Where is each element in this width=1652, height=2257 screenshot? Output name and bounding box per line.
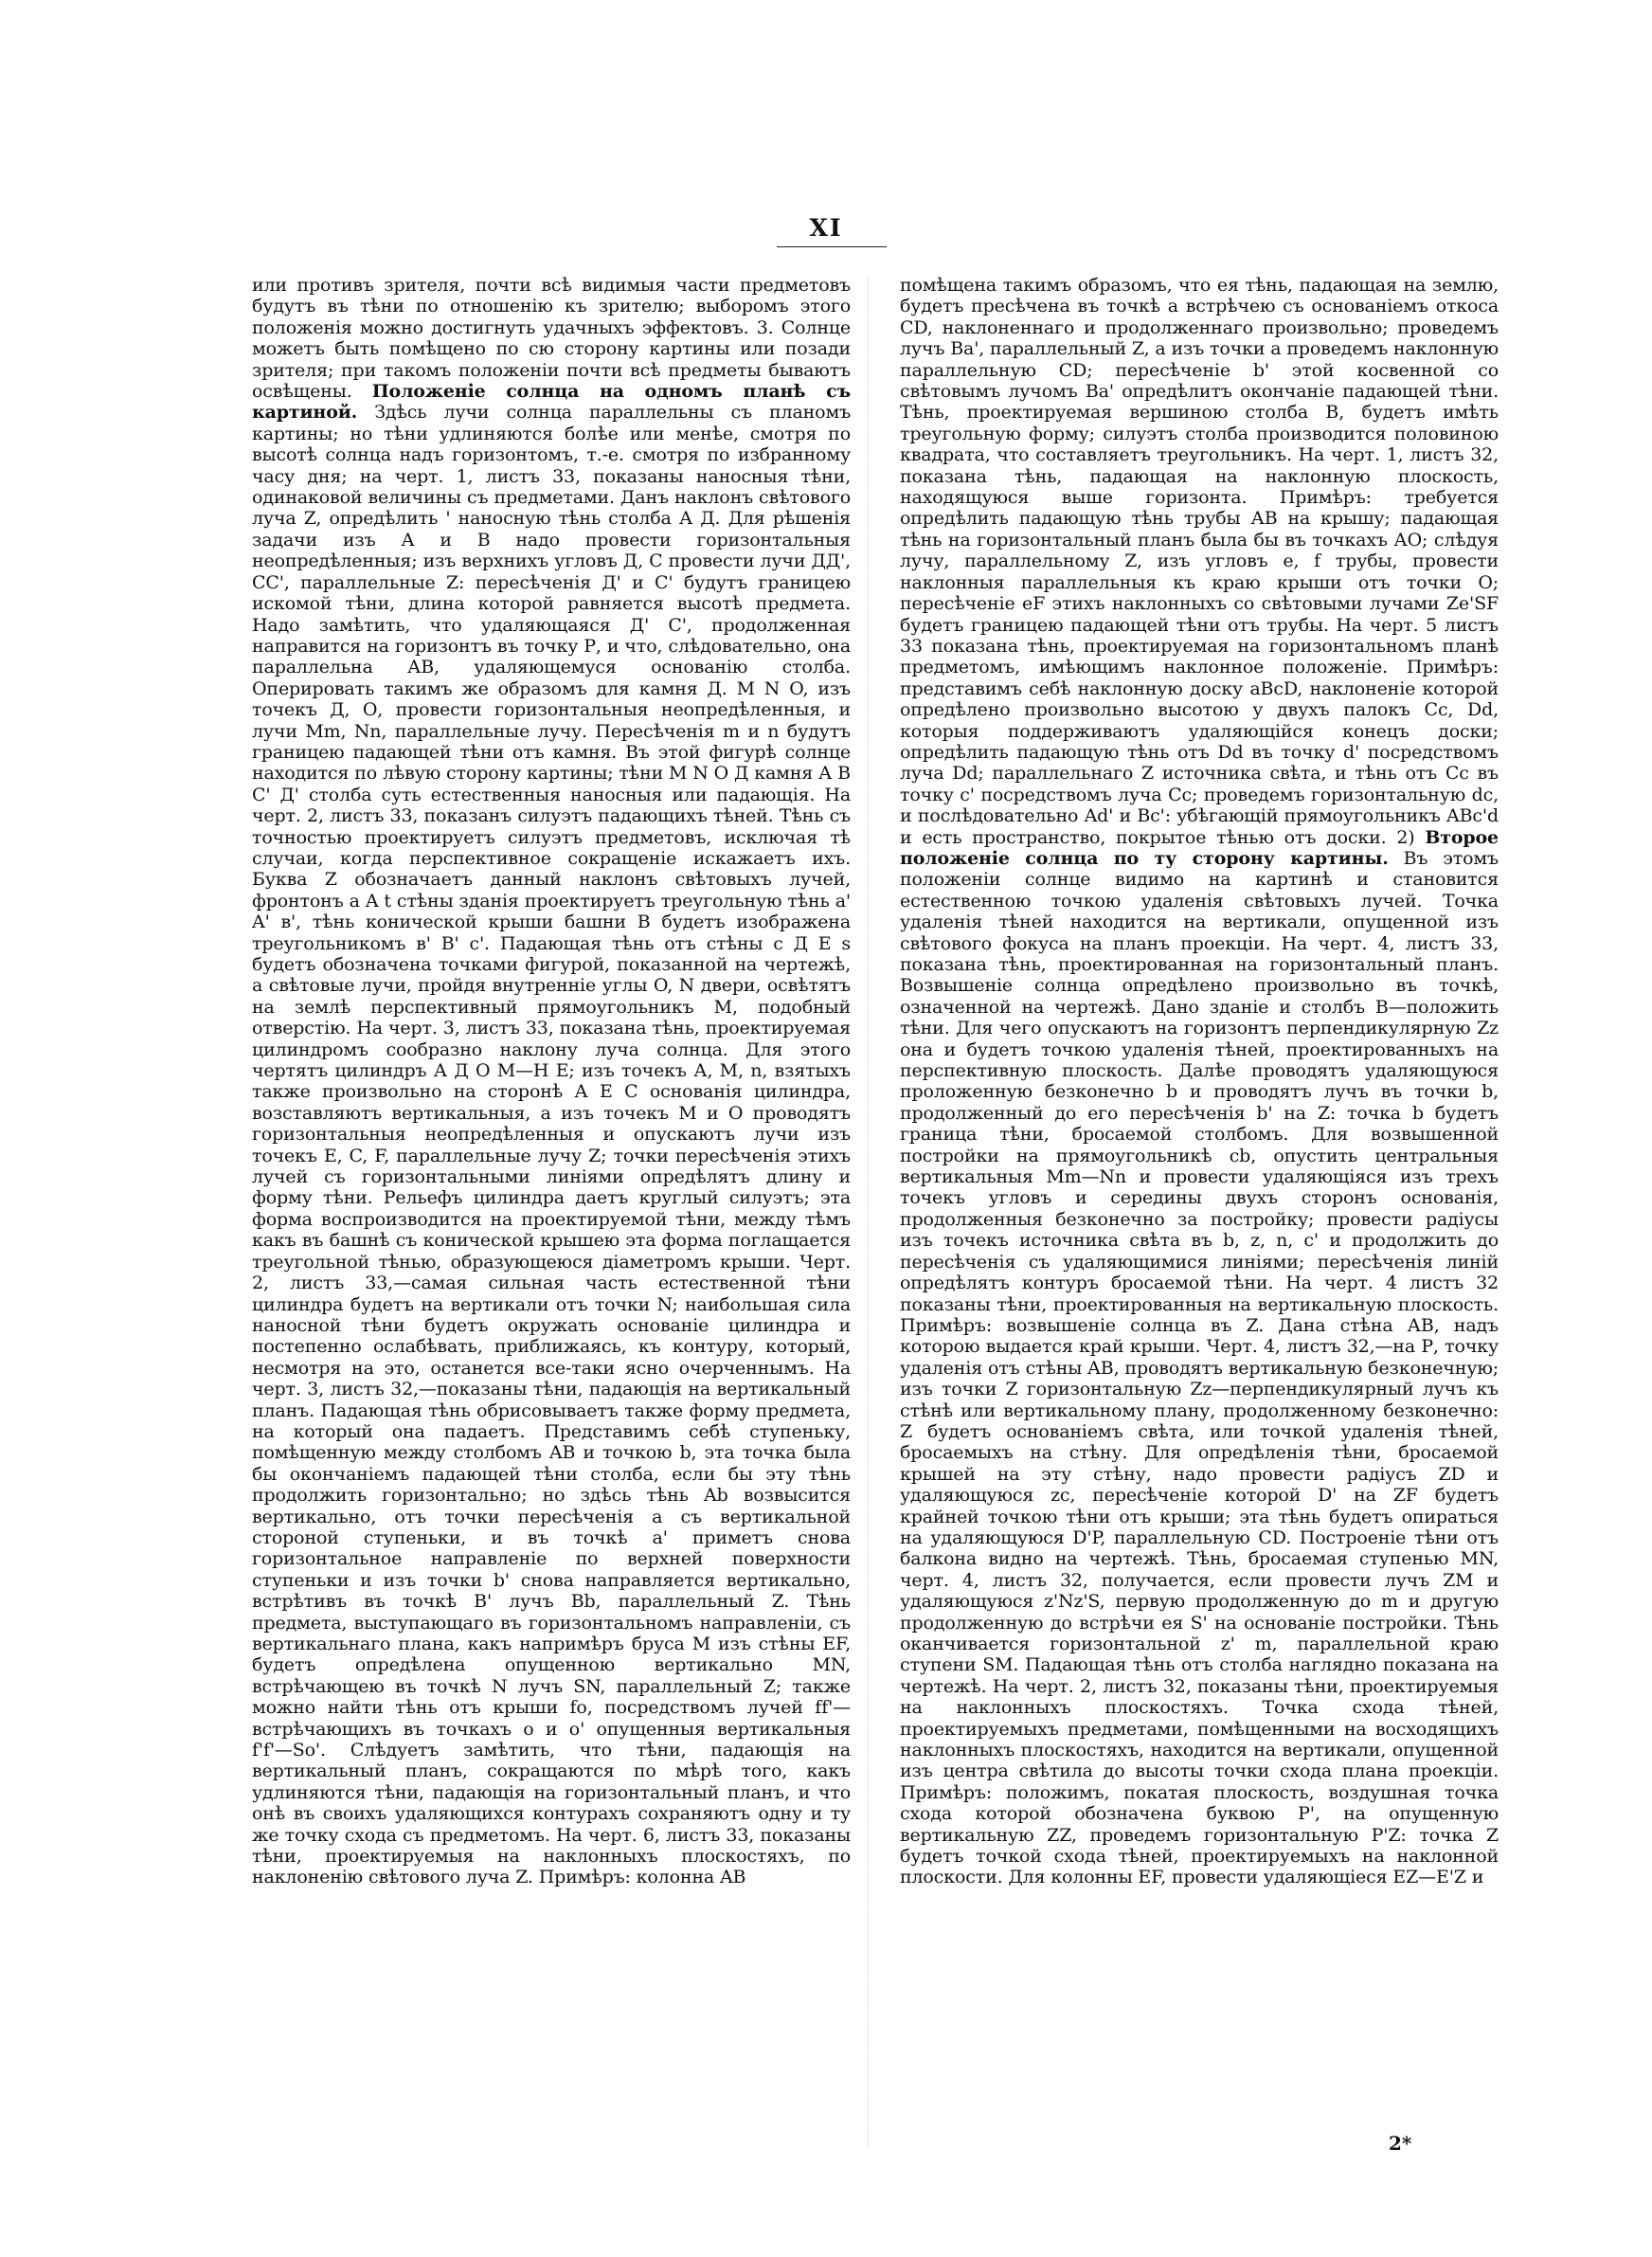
signature-mark: 2* (1389, 2132, 1412, 2155)
page-header (0, 214, 1652, 252)
paragraph-text: Здѣсь лучи солнца параллельны съ планомъ картины; но тѣни удлиняются болѣе или менѣе, смотря по высотѣ солнца надъ горизонтомъ, т.-е. смотря по избранному часу дня; на черт. 1, листъ 33, показаны наносныя тѣни, одинаковой величины съ предметами. Данъ наклонъ свѣтового луча Z, опредѣлить ' наносную тѣнь столба А Д. Для рѣшенія задачи изъ А и В надо провести горизонтальныя неопредѣленныя; изъ верхнихъ угловъ Д, С провести лучи ДД', СС', параллельные Z: пересѣченія Д' и С' будутъ границею искомой тѣни, длина которой равняется высотѣ предмета. Надо замѣтить, что удаляющаяся Д' С', продолженная направится на горизонтъ въ точку Р, и что, слѣдовательно, она параллельна АВ, удаляющемуся основанію столба. Оперировать такимъ же образомъ для камня Д. М N O, изъ точекъ Д, О, провести горизонтальныя неопредѣленныя, и лучи Mm, Nn, параллельные лучу. Пересѣченія m и n будутъ границею падающей тѣни отъ камня. Въ этой фигурѣ солнце находится по лѣвую сторону картины; тѣни M N O Д камня А В С' Д' столба суть естественныя наносныя или падающія. На черт. 2, листъ 33, показанъ силуэтъ падающихъ тѣней. Тѣнь съ точностью проектируетъ силуэтъ предметовъ, исключая тѣ случаи, когда перспективное сокращеніе искажаетъ ихъ. Буква Z обозначаетъ данный наклонъ свѣтовыхъ лучей, фронтонъ a A t стѣны зданія проектируетъ треугольную тѣнь a' A' в', тѣнь конической крыши башни В будетъ изображена треугольникомъ в' B' c'. Падающая тѣнь отъ стѣны с Д Е s будетъ обозначена точками фигурой, показанной на чертежѣ, а свѣтовые лучи, пройдя внутренніе углы O, N двери, освѣтятъ на землѣ перспективный прямоугольникъ M, подобный отверстію. На черт. 3, листъ 33, показана тѣнь, проектируемая цилиндромъ сообразно наклону луча солнца. Для этого чертятъ цилиндръ А Д О М—Н Е; изъ точекъ А, М, n, взятыхъ также произвольно на сторонѣ А Е С основанія цилиндра, возставляютъ вертикальныя, а изъ точекъ М и О проводятъ горизонтальныя неопредѣленныя и опускаютъ лучи изъ точекъ E, C, F, параллельные лучу Z; точки пересѣченія этихъ лучей съ горизонтальными линіями опредѣлятъ длину и форму тѣни. Рельефъ цилиндра даетъ круглый силуэтъ; эта форма воспроизводится на проектируемой тѣни, между тѣмъ какъ въ башнѣ съ конической крышею эта форма поглащается треугольной тѣнью, образующеюся діаметромъ крыши. Черт. 2, листъ 33,—самая сильная часть естественной тѣни цилиндра будетъ на вертикали отъ точки N; наибольшая сила наносной тѣни будетъ окружать основаніе цилиндра и постепенно ослабѣвать, приближаясь, къ контуру, который, несмотря на это, останется все-таки ясно очерченнымъ. На черт. 3, листъ 32,—показаны тѣни, падающія на вертикальный планъ. Падающая тѣнь обрисовываетъ также форму предмета, на который она падаетъ. Представимъ себѣ ступеньку, помѣщенную между столбомъ AB и точкою b, эта точка была бы окончаніемъ падающей тѣни столба, если бы эту тѣнь продолжить горизонтально; но здѣсь тѣнь Ab возвысится вертикально, отъ точки пересѣченія а съ вертикальной стороной ступеньки, и въ точкѣ a' приметъ снова горизонтальное направленіе по верхней поверхности ступеньки и изъ точки b' снова направляется вертикально, встрѣтивъ въ точкѣ B' лучъ Bb, параллельный Z. Тѣнь предмета, выступающаго въ горизонтальномъ направленіи, съ вертикальнаго плана, какъ напримѣръ бруса М изъ стѣны EF, будетъ опредѣлена опущенною вертикально MN, встрѣчающею въ точкѣ N лучъ SN, параллельный Z; также можно найти тѣнь отъ крыши fo, посредствомъ лучей ff'—встрѣчающихъ въ точкахъ o и o' опущенныя вертикальныя f'f'—So'. Слѣдуетъ замѣтить, что тѣни, падающія на вертикальный планъ, сокращаются по мѣрѣ того, какъ удлиняются тѣни, падающія на горизонтальный планъ, и что онѣ въ своихъ удаляющихся контурахъ сохраняютъ одну и ту же точку схода съ предметомъ. На черт. 6, листъ 33, показаны тѣни, проектируемыя на наклонныхъ плоскостяхъ, по наклоненію свѣтового луча Z. Примѣръ: колонна AB (252, 402, 851, 1888)
left-column (252, 275, 851, 2146)
paragraph (252, 275, 851, 1888)
paragraph-text: или противъ зрителя, почти всѣ видимыя части предметовъ будутъ въ тѣни по отношенію къ зрителю; выборомъ этого положенія можно достигнуть удачныхъ эффектовъ. 3. Солнце можетъ быть помѣщено по сю сторону картины или позади зрителя; при такомъ положеніи почти всѣ предметы бываютъ освѣщены. (252, 275, 851, 403)
header-rule (777, 246, 887, 247)
page-number: XI (809, 214, 843, 242)
right-column (900, 275, 1499, 2146)
paragraph-text: Въ этомъ положеніи солнце видимо на картинѣ и становится естественною точкою удаленія свѣтовыхъ лучей. Точка удаленія тѣней находится на вертикали, опущенной изъ свѣтового фокуса на планъ проекціи. На черт. 4, листъ 33, показана тѣнь, проектированная на горизонтальный планъ. Возвышеніе солнца опредѣлено произвольно въ точкѣ, означенной на чертежѣ. Дано зданіе и столбъ В—положить тѣни. Для чего опускаютъ на горизонтъ перпендикулярную Zz она и будетъ точкою удаленія тѣней, проектированныхъ на перспективную плоскость. Далѣе проводятъ удаляющуюся проложенную безконечно b и проводятъ лучъ въ точки b, продолженный до его пересѣченія b' на Z: точка b будетъ граница тѣни, бросаемой столбомъ. Для возвышенной постройки на прямоугольникѣ cb, опустить центральныя вертикальныя Mm—Nn и провести удаляющіяся изъ трехъ точекъ угловъ и середины двухъ сторонъ основанія, продолженныя безконечно за постройку; провести радіусы изъ точекъ источника свѣта въ b, z, n, c' и продолжить до пересѣченія съ удаляющимися линіями; пересѣченія линій опредѣлятъ контуръ бросаемой тѣни. На черт. 4 листъ 32 показаны тѣни, проектированныя на вертикальную плоскость. Примѣръ: возвышеніе солнца въ Z. Дана стѣна АВ, надъ которою выдается край крыши. Черт. 4, листъ 32,—на Р, точку удаленія отъ стѣны AB, проводятъ вертикальную безконечную; изъ точки Z горизонтальную Zz—перпендикулярный лучъ къ стѣнѣ или вертикальному плану, продолженному безконечно: Z будетъ основаніемъ свѣта, или точкой удаленія тѣней, бросаемыхъ на стѣну. Для опредѣленія тѣни, бросаемой крышей на эту стѣну, надо провести радіусъ ZD и удаляющуюся zc, пересѣченіе которой D' на ZF будетъ крайней точкою тѣни отъ крыши; эта тѣнь будетъ опираться на удаляющуюся D'P, параллельную CD. Построеніе тѣни отъ балкона видно на чертежѣ. Тѣнь, бросаемая ступенью MN, черт. 4, листъ 32, получается, если провести лучъ ZM и удаляющуюся z'Nz'S, первую продолженную до m и другую продолженную до встрѣчи ея S' на основаніе постройки. Тѣнь оканчивается горизонтальной z' m, параллельной краю ступени SM. Падающая тѣнь отъ столба наглядно показана на чертежѣ. На черт. 2, листъ 32, показаны тѣни, проектируемыя на наклонныхъ плоскостяхъ. Точка схода тѣней, проектируемыхъ предметами, помѣщенными на восходящихъ наклонныхъ плоскостяхъ, находится на вертикали, опущенной изъ центра свѣтила до высоты точки схода плана проекціи. Примѣръ: положимъ, покатая плоскость, воздушная точка схода которой обозначена буквою P', на опущенную вертикальную ZZ, проведемъ горизонтальную P'Z: точка Z будетъ точкой схода тѣней, проектируемыхъ на наклонной плоскости. Для колонны EF, провести удаляющіеся EZ—E'Z и (900, 847, 1499, 1888)
section-heading: Положеніе солнца на одномъ планѣ съ картиной. (252, 381, 851, 424)
section-heading: Второе положеніе солнца по ту сторону картины. (900, 826, 1499, 869)
paragraph (900, 275, 1499, 1888)
paragraph-text: помѣщена такимъ образомъ, что ея тѣнь, падающая на землю, будетъ пресѣчена въ точкѣ а встрѣчею съ основаніемъ откоса CD, наклоненнаго и продолженнаго произвольно; проведемъ лучъ Ba', параллельный Z, а изъ точки а проведемъ наклонную параллельную CD; пересѣченіе b' этой косвенной со свѣтовымъ лучомъ Ba' опредѣлитъ окончаніе падающей тѣни. Тѣнь, проектируемая вершиною столба В, будетъ имѣть треугольную форму; силуэтъ столба производится половиною квадрата, что составляетъ треугольникъ. На черт. 1, листъ 32, показана тѣнь, падающая на наклонную плоскость, находящуюся выше горизонта. Примѣръ: требуется опредѣлить падающую тѣнь трубы АВ на крышу; падающая тѣнь на горизонтальный планъ была бы въ точкахъ АО; слѣдуя лучу, параллельному Z, изъ угловъ e, f трубы, провести наклонныя параллельныя къ краю крыши отъ точки О; пересѣченіе eF этихъ наклонныхъ со свѣтовыми лучами Ze'SF будетъ границею падающей тѣни отъ трубы. На черт. 5 листъ 33 показана тѣнь, проектируемая на горизонтальномъ планѣ предметомъ, имѣющимъ наклонное положеніе. Примѣръ: представимъ себѣ наклонную доску aBcD, наклоненіе которой опредѣлено произвольно высотою у двухъ палокъ Cc, Dd, которыя поддерживаютъ удаляющійся конецъ доски; опредѣлить падающую тѣнь отъ Dd въ точку d' посредствомъ луча Dd; параллельнаго Z источника свѣта, и тѣнь отъ Cc въ точку c' посредствомъ луча Cc; проведемъ горизонтальную dc, и послѣдовательно Ad' и Bc': убѣгающій прямоугольникъ ABc'd и есть пространство, покрытое тѣнью отъ доски. 2) (900, 275, 1499, 848)
column-divider (868, 275, 869, 2146)
